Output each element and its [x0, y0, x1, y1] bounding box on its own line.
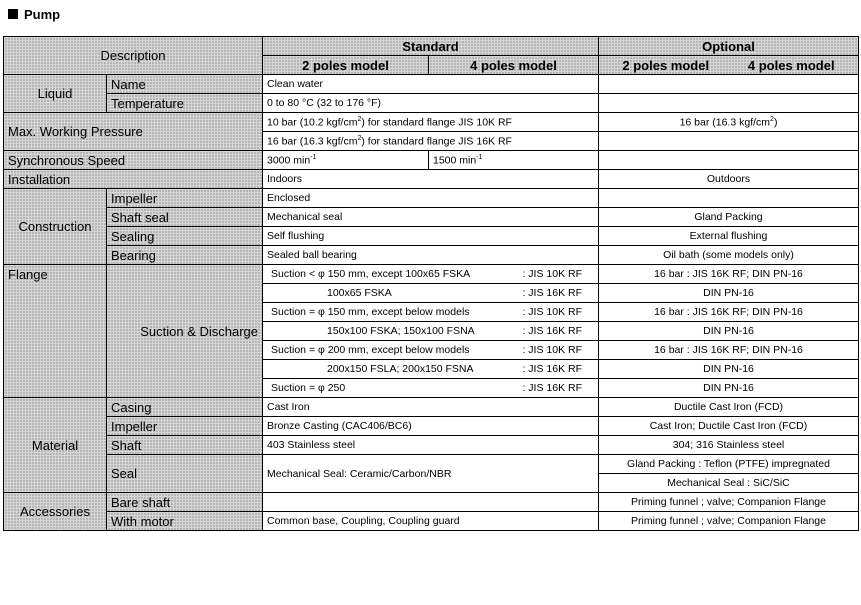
opt-4poles-header: 4 poles model [747, 57, 835, 73]
flange-std-spec: 200x150 FSLA; 200x150 FSNA [327, 363, 474, 375]
flange-std-spec: Suction = φ 150 mm, except below models [271, 306, 470, 318]
material-seal-opt-2: Mechanical Seal : SiC/SiC [599, 474, 859, 493]
speed-std-4p: 1500 $\min^{-1}$ [429, 151, 599, 170]
material-seal-row-1 [4, 455, 859, 474]
opt-2poles-header: 2 poles model [622, 57, 710, 73]
accessories-motor-std: Common base, Coupling, Coupling guard [263, 512, 599, 531]
construction-sealing-row [4, 227, 859, 246]
speed-std-2p: 3000 $\min^{-1}$ [263, 151, 429, 170]
pressure-opt-2 [599, 132, 859, 151]
accessories-bare-std [263, 493, 599, 512]
construction-impeller-opt [599, 189, 859, 208]
accessories-bare-opt: Priming funnel ; valve; Companion Flange [599, 493, 859, 512]
flange-opt-cell: 16 bar : JIS 16K RF; DIN PN-16 [599, 265, 859, 284]
material-shaft-opt: 304; 316 Stainless steel [599, 436, 859, 455]
standard-header: Standard [263, 37, 599, 56]
construction-shaftseal-opt: Gland Packing [599, 208, 859, 227]
construction-bearing-row [4, 246, 859, 265]
construction-bearing-opt: Oil bath (some models only) [599, 246, 859, 265]
construction-shaftseal-std: Mechanical seal [263, 208, 599, 227]
material-casing-row [4, 398, 859, 417]
opt-poles-header [599, 56, 859, 75]
liquid-name-row [4, 75, 859, 94]
flange-opt-cell: 16 bar : JIS 16K RF; DIN PN-16 [599, 303, 859, 322]
flange-std-standard: : JIS 16K RF [522, 382, 582, 394]
liquid-name-opt [599, 75, 859, 94]
header-row-1 [4, 37, 859, 56]
flange-std-cell [263, 379, 599, 398]
pressure-label: Max. Working Pressure [4, 113, 263, 151]
flange-std-cell [263, 341, 599, 360]
construction-impeller-std: Enclosed [263, 189, 599, 208]
flange-std-standard: : JIS 16K RF [522, 287, 582, 299]
installation-label: Installation [4, 170, 263, 189]
material-seal-std: Mechanical Seal: Ceramic/Carbon/NBR [263, 455, 599, 493]
construction-bearing-std: Sealed ball bearing [263, 246, 599, 265]
pump-spec-table [3, 36, 859, 531]
flange-std-standard: : JIS 10K RF [522, 268, 582, 280]
material-casing-label: Casing [107, 398, 263, 417]
flange-opt-cell: DIN PN-16 [599, 379, 859, 398]
pressure-opt-1: 16 bar (16.3 kgf/$cm^2$) [599, 113, 859, 132]
construction-sealing-label: Sealing [107, 227, 263, 246]
installation-std: Indoors [263, 170, 599, 189]
flange-std-spec: 150x100 FSKA; 150x100 FSNA [327, 325, 475, 337]
installation-row [4, 170, 859, 189]
material-impeller-opt: Cast Iron; Ductile Cast Iron (FCD) [599, 417, 859, 436]
liquid-name-label: Name [107, 75, 263, 94]
construction-sealing-std: Self flushing [263, 227, 599, 246]
material-shaft-std: 403 Stainless steel [263, 436, 599, 455]
construction-shaftseal-label: Shaft seal [107, 208, 263, 227]
flange-std-cell [263, 322, 599, 341]
flange-group-label: Flange [4, 265, 107, 398]
flange-std-standard: : JIS 16K RF [522, 363, 582, 375]
liquid-temp-std: 0 to 80 °C (32 to 176 °F) [263, 94, 599, 113]
accessories-motor-row [4, 512, 859, 531]
flange-std-cell [263, 303, 599, 322]
liquid-name-std: Clean water [263, 75, 599, 94]
optional-header: Optional [599, 37, 859, 56]
material-impeller-row [4, 417, 859, 436]
speed-opt [599, 151, 859, 170]
flange-std-cell [263, 360, 599, 379]
installation-opt: Outdoors [599, 170, 859, 189]
pressure-std-2: 16 bar (16.3 kgf/$cm^2$) for standard flange JIS 16K RF [263, 132, 599, 151]
flange-row [4, 265, 859, 284]
liquid-temp-opt [599, 94, 859, 113]
accessories-bare-row [4, 493, 859, 512]
flange-std-standard: : JIS 10K RF [522, 344, 582, 356]
material-shaft-row [4, 436, 859, 455]
std-2poles-header: 2 poles model [263, 56, 429, 75]
pressure-std-1: 10 bar (10.2 kgf/$cm^2$) for standard flange JIS 10K RF [263, 113, 599, 132]
section-title-text: Pump [24, 6, 61, 22]
flange-std-spec: 100x65 FSKA [327, 287, 392, 299]
section-title [8, 5, 60, 23]
construction-bearing-label: Bearing [107, 246, 263, 265]
flange-std-standard: : JIS 16K RF [522, 325, 582, 337]
construction-group-label: Construction [4, 189, 107, 265]
speed-row [4, 151, 859, 170]
flange-sub-label: Suction & Discharge [107, 265, 263, 398]
construction-impeller-row [4, 189, 859, 208]
material-impeller-std: Bronze Casting (CAC406/BC6) [263, 417, 599, 436]
flange-opt-cell: 16 bar : JIS 16K RF; DIN PN-16 [599, 341, 859, 360]
liquid-group-label: Liquid [4, 75, 107, 113]
accessories-group-label: Accessories [4, 493, 107, 531]
flange-opt-cell: DIN PN-16 [599, 322, 859, 341]
flange-opt-cell: DIN PN-16 [599, 284, 859, 303]
flange-std-spec: Suction = φ 250 [271, 382, 346, 394]
flange-std-standard: : JIS 10K RF [522, 306, 582, 318]
square-bullet-icon [8, 9, 18, 19]
flange-opt-cell: DIN PN-16 [599, 360, 859, 379]
material-group-label: Material [4, 398, 107, 493]
accessories-motor-label: With motor [107, 512, 263, 531]
std-4poles-header: 4 poles model [429, 56, 599, 75]
flange-std-spec: Suction < φ 150 mm, except 100x65 FSKA [271, 268, 471, 280]
description-header: Description [4, 37, 263, 75]
material-seal-opt-1: Gland Packing : Teflon (PTFE) impregnated [599, 455, 859, 474]
flange-std-spec: Suction = φ 200 mm, except below models [271, 344, 470, 356]
construction-impeller-label: Impeller [107, 189, 263, 208]
construction-sealing-opt: External flushing [599, 227, 859, 246]
material-seal-label: Seal [107, 455, 263, 493]
material-shaft-label: Shaft [107, 436, 263, 455]
speed-label: Synchronous Speed [4, 151, 263, 170]
material-impeller-label: Impeller [107, 417, 263, 436]
material-casing-std: Cast Iron [263, 398, 599, 417]
liquid-temp-row [4, 94, 859, 113]
accessories-motor-opt: Priming funnel ; valve; Companion Flange [599, 512, 859, 531]
liquid-temp-label: Temperature [107, 94, 263, 113]
flange-std-cell [263, 284, 599, 303]
material-casing-opt: Ductile Cast Iron (FCD) [599, 398, 859, 417]
flange-std-cell [263, 265, 599, 284]
construction-shaftseal-row [4, 208, 859, 227]
pressure-row-1 [4, 113, 859, 132]
accessories-bare-label: Bare shaft [107, 493, 263, 512]
